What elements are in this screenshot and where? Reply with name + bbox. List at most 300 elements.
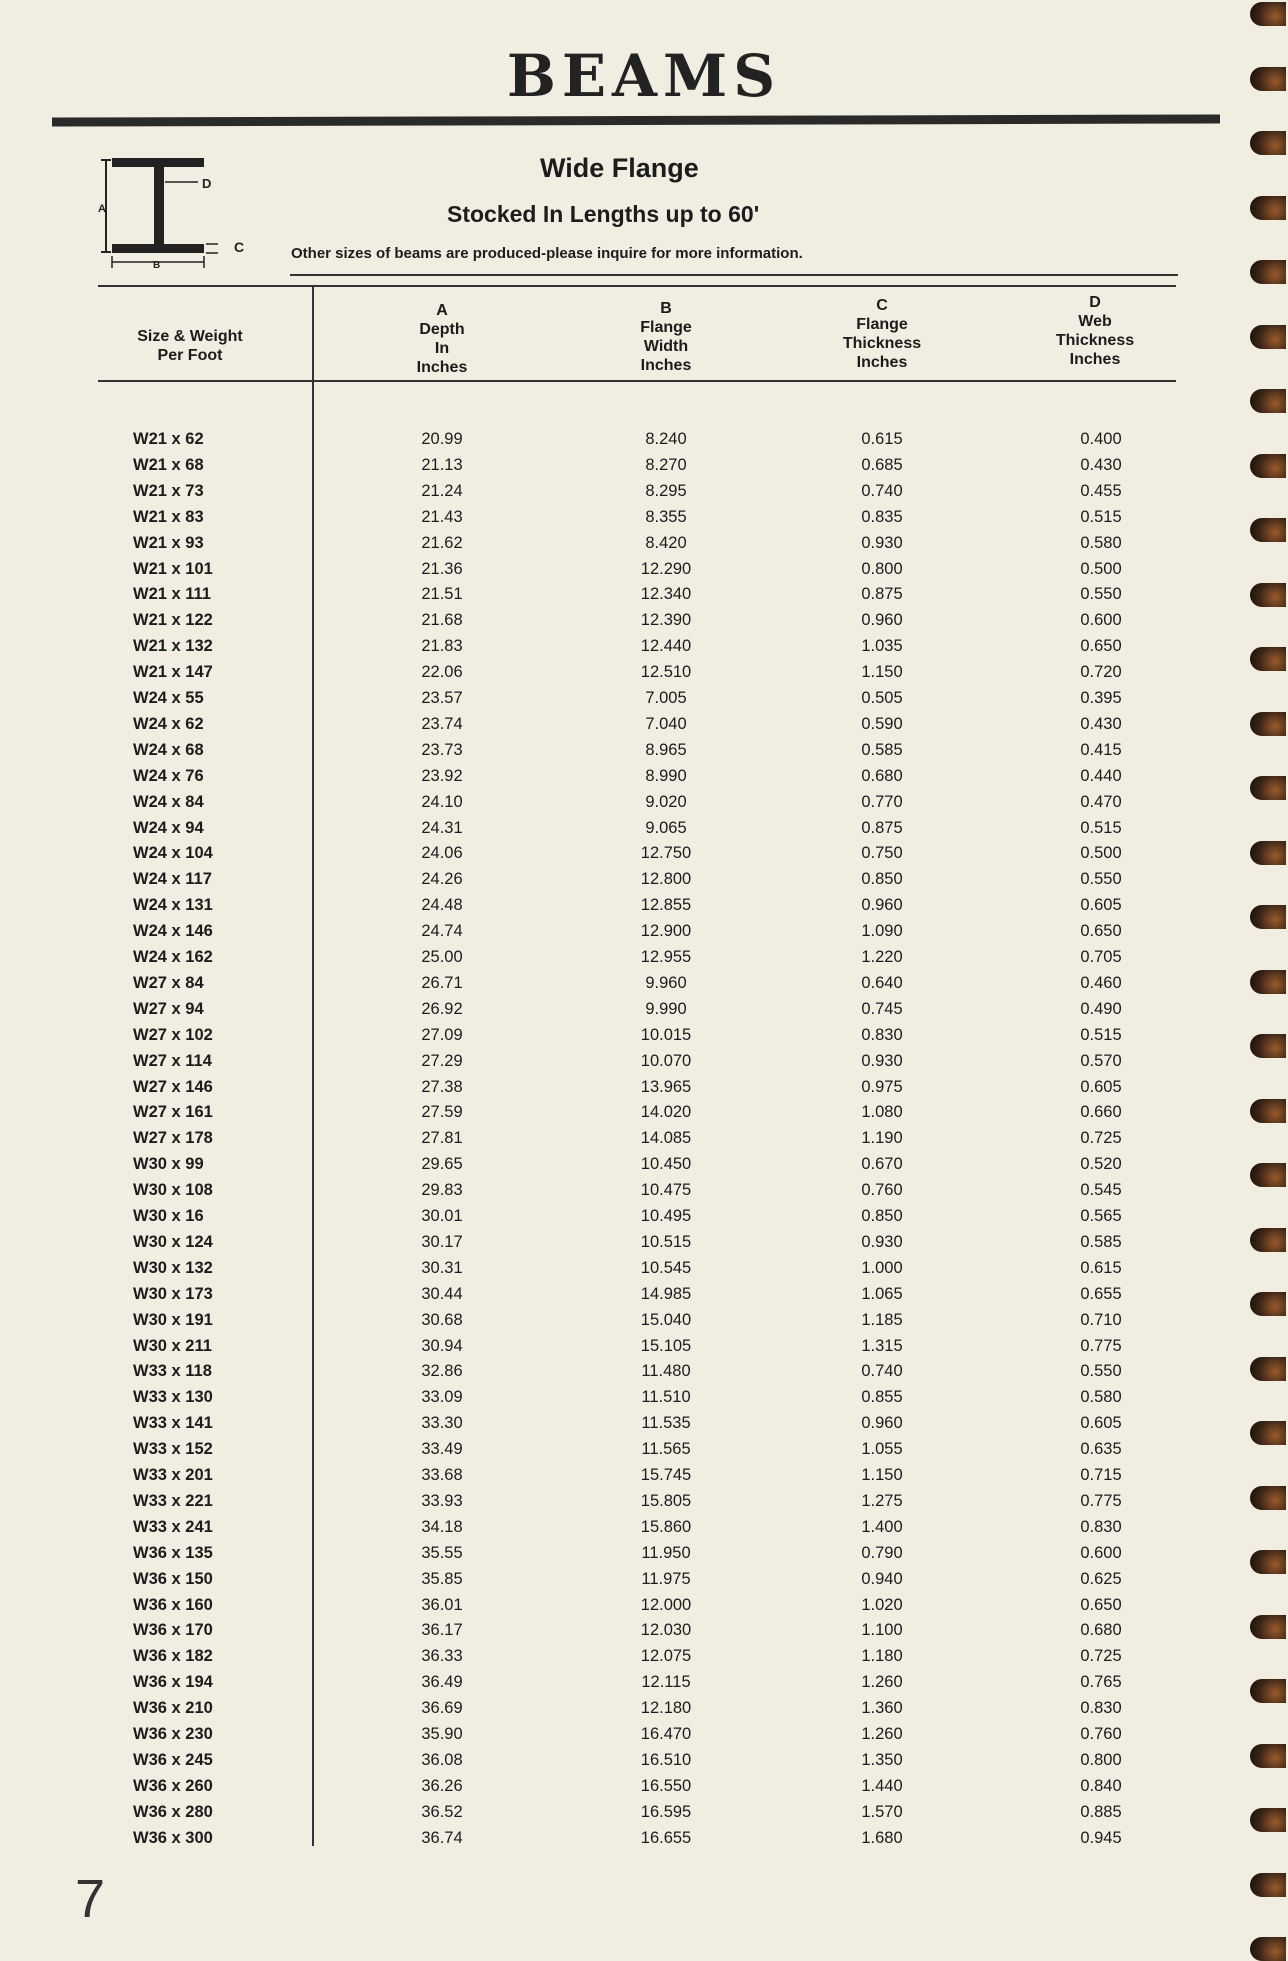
table-row	[0, 1233, 1288, 1259]
cell-size: W24 x 62	[133, 714, 204, 733]
cell-flange-thickness: 0.770	[861, 792, 903, 811]
cell-web-thickness: 0.715	[1080, 1466, 1122, 1484]
cell-flange-width: 9.960	[645, 973, 687, 992]
binding-ring	[1250, 454, 1286, 478]
header-web-thickness-line: Web	[1078, 313, 1112, 330]
cell-size: W36 x 280	[133, 1802, 213, 1821]
diagram-label-d: D	[202, 176, 212, 191]
cell-size: W33 x 141	[133, 1414, 213, 1433]
cell-flange-width: 15.745	[640, 1466, 692, 1484]
cell-web-thickness: 0.650	[1080, 637, 1122, 656]
cell-flange-thickness: 1.065	[861, 1284, 903, 1303]
table-row	[0, 1362, 1288, 1388]
binding-ring	[1250, 712, 1286, 736]
header-flange-width	[596, 299, 736, 375]
cell-size: W36 x 150	[133, 1569, 213, 1588]
cell-flange-width: 16.510	[640, 1750, 692, 1769]
cell-flange-width: 15.040	[640, 1310, 692, 1329]
subtitle: Wide Flange	[540, 153, 699, 183]
cell-flange-thickness: 0.585	[861, 740, 903, 759]
cell-flange-width: 12.800	[640, 870, 692, 889]
cell-depth: 33.49	[421, 1440, 463, 1459]
cell-flange-thickness: 1.360	[861, 1699, 903, 1718]
table-row	[0, 1699, 1288, 1725]
i-beam-icon	[98, 152, 258, 270]
cell-flange-thickness: 0.740	[861, 481, 903, 500]
table-row	[0, 948, 1288, 974]
cell-depth: 29.65	[421, 1155, 463, 1174]
cell-flange-thickness: 1.440	[861, 1776, 903, 1795]
table-row	[0, 1803, 1288, 1829]
cell-web-thickness: 0.490	[1080, 999, 1122, 1018]
cell-web-thickness: 0.545	[1080, 1181, 1122, 1200]
binding-ring	[1250, 67, 1286, 91]
cell-web-thickness: 0.650	[1080, 1595, 1122, 1614]
cell-size: W24 x 68	[133, 740, 204, 759]
binding-ring	[1250, 196, 1286, 220]
cell-flange-thickness: 0.960	[861, 611, 903, 630]
cell-depth: 27.81	[421, 1129, 463, 1148]
cell-size: W36 x 260	[133, 1776, 213, 1795]
cell-web-thickness: 0.550	[1080, 870, 1122, 889]
cell-depth: 21.24	[421, 481, 463, 500]
cell-flange-thickness: 0.680	[861, 766, 903, 785]
cell-web-thickness: 0.430	[1080, 714, 1122, 733]
cell-size: W21 x 73	[133, 481, 204, 500]
cell-web-thickness: 0.655	[1080, 1284, 1122, 1303]
cell-depth: 24.31	[421, 818, 463, 837]
table-row	[0, 1388, 1288, 1414]
cell-depth: 30.31	[421, 1258, 463, 1277]
cell-size: W36 x 170	[133, 1621, 213, 1640]
cell-web-thickness: 0.840	[1080, 1776, 1122, 1795]
cell-size: W27 x 102	[133, 1025, 213, 1044]
binding-ring	[1250, 647, 1286, 671]
header-flange-width-line: B	[660, 300, 672, 317]
binding-ring	[1250, 389, 1286, 413]
cell-flange-thickness: 0.685	[861, 455, 903, 474]
cell-depth: 36.08	[421, 1750, 463, 1769]
cell-flange-width: 11.565	[641, 1440, 691, 1459]
cell-depth: 30.17	[421, 1232, 463, 1251]
cell-flange-thickness: 1.275	[861, 1491, 903, 1510]
binding-ring	[1250, 325, 1286, 349]
cell-flange-width: 16.595	[640, 1802, 692, 1821]
cell-depth: 30.44	[421, 1284, 463, 1303]
cell-size: W33 x 241	[133, 1517, 213, 1536]
header-depth-line: Inches	[416, 359, 468, 376]
cell-size: W36 x 194	[133, 1673, 213, 1692]
table-row	[0, 560, 1288, 586]
cell-flange-thickness: 0.930	[861, 1051, 903, 1070]
cell-depth: 21.83	[421, 637, 463, 656]
cell-depth: 34.18	[421, 1517, 463, 1536]
cell-flange-width: 12.000	[640, 1595, 692, 1614]
cell-depth: 35.85	[421, 1569, 463, 1588]
cell-depth: 30.68	[421, 1310, 463, 1329]
header-flange-thickness-line: Flange	[856, 316, 908, 333]
cell-flange-thickness: 0.505	[861, 689, 903, 707]
cell-web-thickness: 0.830	[1080, 1699, 1122, 1718]
header-flange-width-line: Inches	[640, 357, 692, 374]
i-beam-diagram	[98, 152, 258, 270]
cell-size: W27 x 178	[133, 1129, 213, 1148]
cell-flange-width: 8.990	[645, 766, 687, 785]
cell-web-thickness: 0.550	[1080, 1362, 1122, 1381]
cell-flange-width: 10.545	[640, 1258, 692, 1277]
cell-flange-width: 10.475	[640, 1181, 692, 1200]
header-web-thickness-line: Thickness	[1055, 332, 1135, 349]
cell-flange-thickness: 1.680	[861, 1828, 903, 1847]
cell-flange-thickness: 0.960	[861, 896, 903, 915]
cell-size: W36 x 135	[133, 1543, 213, 1562]
cell-flange-width: 14.020	[640, 1103, 692, 1122]
cell-flange-width: 11.510	[641, 1388, 691, 1407]
cell-flange-width: 7.040	[645, 714, 687, 733]
cell-flange-thickness: 0.940	[861, 1569, 903, 1588]
cell-flange-thickness: 1.260	[861, 1725, 903, 1743]
table-row	[0, 767, 1288, 793]
cell-size: W30 x 173	[133, 1284, 213, 1303]
cell-depth: 23.74	[421, 714, 463, 733]
cell-flange-thickness: 0.930	[861, 1232, 903, 1251]
cell-web-thickness: 0.775	[1080, 1491, 1122, 1510]
cell-size: W36 x 230	[133, 1725, 213, 1743]
cell-flange-thickness: 1.080	[861, 1103, 903, 1122]
binding-ring	[1250, 1292, 1286, 1316]
table-row	[0, 1647, 1288, 1673]
cell-depth: 36.26	[421, 1776, 463, 1795]
table-row	[0, 1518, 1288, 1544]
cell-web-thickness: 0.660	[1080, 1103, 1122, 1122]
cell-size: W24 x 162	[133, 948, 213, 966]
cell-depth: 36.33	[421, 1647, 463, 1666]
table-row	[0, 534, 1288, 560]
title-rule	[52, 114, 1220, 126]
table-row	[0, 1207, 1288, 1233]
cell-size: W24 x 117	[133, 870, 212, 889]
cell-web-thickness: 0.580	[1080, 1388, 1122, 1407]
cell-flange-width: 13.965	[640, 1077, 692, 1096]
cell-flange-width: 12.290	[640, 559, 692, 578]
cell-flange-thickness: 0.590	[861, 714, 903, 733]
cell-flange-thickness: 1.220	[861, 948, 903, 966]
cell-size: W21 x 83	[133, 507, 204, 526]
cell-size: W27 x 84	[133, 973, 204, 992]
cell-depth: 33.09	[421, 1388, 463, 1407]
cell-flange-thickness: 1.180	[861, 1647, 903, 1666]
cell-flange-thickness: 0.670	[861, 1155, 903, 1174]
header-flange-thickness-line: Inches	[856, 354, 908, 371]
spiral-binding	[1238, 0, 1288, 1936]
cell-web-thickness: 0.635	[1080, 1440, 1122, 1459]
cell-flange-thickness: 0.850	[861, 1207, 903, 1225]
table-row	[0, 508, 1288, 534]
cell-flange-thickness: 0.760	[861, 1181, 903, 1200]
table-row	[0, 585, 1288, 611]
cell-depth: 20.99	[421, 430, 463, 448]
cell-depth: 36.52	[421, 1802, 463, 1821]
cell-flange-thickness: 0.850	[861, 870, 903, 889]
table-row	[0, 1103, 1288, 1129]
cell-web-thickness: 0.600	[1080, 611, 1122, 630]
cell-web-thickness: 0.775	[1080, 1336, 1122, 1355]
cell-web-thickness: 0.760	[1080, 1725, 1122, 1743]
header-depth	[372, 301, 512, 377]
cell-size: W24 x 76	[133, 766, 204, 785]
cell-size: W33 x 201	[133, 1466, 213, 1484]
cell-size: W33 x 130	[133, 1388, 213, 1407]
binding-ring	[1250, 970, 1286, 994]
cell-flange-width: 12.030	[640, 1621, 692, 1640]
stock-note: Stocked In Lengths up to 60'	[447, 201, 760, 227]
cell-web-thickness: 0.725	[1080, 1129, 1122, 1148]
cell-size: W30 x 99	[133, 1155, 204, 1174]
cell-depth: 32.86	[421, 1362, 463, 1381]
table-row	[0, 741, 1288, 767]
cell-size: W36 x 210	[133, 1699, 213, 1718]
cell-web-thickness: 0.945	[1080, 1828, 1122, 1847]
cell-flange-thickness: 1.020	[861, 1595, 903, 1614]
cell-web-thickness: 0.500	[1080, 844, 1122, 863]
cell-web-thickness: 0.570	[1080, 1051, 1122, 1070]
cell-web-thickness: 0.395	[1080, 689, 1122, 707]
cell-web-thickness: 0.515	[1080, 1025, 1122, 1044]
header-size	[110, 327, 270, 365]
cell-flange-thickness: 0.960	[861, 1414, 903, 1433]
cell-size: W36 x 182	[133, 1647, 213, 1666]
cell-flange-thickness: 1.185	[861, 1310, 903, 1329]
cell-flange-thickness: 0.930	[861, 533, 903, 552]
header-bottom-rule	[98, 380, 1176, 382]
table-row	[0, 1596, 1288, 1622]
cell-depth: 21.43	[421, 507, 463, 526]
cell-size: W21 x 122	[133, 611, 213, 630]
cell-depth: 35.55	[421, 1543, 463, 1562]
cell-size: W30 x 16	[133, 1207, 204, 1225]
cell-size: W27 x 94	[133, 999, 204, 1018]
table-row	[0, 715, 1288, 741]
cell-web-thickness: 0.400	[1080, 430, 1122, 448]
cell-flange-width: 10.515	[640, 1232, 692, 1251]
cell-depth: 26.92	[421, 999, 463, 1018]
cell-size: W24 x 84	[133, 792, 204, 811]
cell-web-thickness: 0.580	[1080, 533, 1122, 552]
cell-web-thickness: 0.615	[1080, 1258, 1122, 1277]
cell-size: W30 x 124	[133, 1232, 213, 1251]
cell-flange-width: 11.535	[641, 1414, 691, 1433]
cell-flange-width: 9.990	[645, 999, 687, 1018]
cell-web-thickness: 0.520	[1080, 1155, 1122, 1174]
inquiry-note: Other sizes of beams are produced-please inquire for more information.	[291, 245, 803, 262]
cell-flange-width: 10.015	[640, 1025, 692, 1044]
cell-web-thickness: 0.705	[1080, 948, 1122, 966]
cell-depth: 24.06	[421, 844, 463, 863]
cell-depth: 22.06	[421, 663, 463, 682]
cell-depth: 33.30	[421, 1414, 463, 1433]
cell-web-thickness: 0.625	[1080, 1569, 1122, 1588]
cell-size: W21 x 111	[133, 585, 211, 604]
header-top-rule	[98, 285, 1176, 287]
cell-size: W30 x 132	[133, 1258, 213, 1277]
cell-depth: 27.38	[421, 1077, 463, 1096]
table-row	[0, 1181, 1288, 1207]
cell-web-thickness: 0.550	[1080, 585, 1122, 604]
binding-ring	[1250, 1421, 1286, 1445]
binding-ring	[1250, 1357, 1286, 1381]
cell-web-thickness: 0.605	[1080, 1077, 1122, 1096]
binding-ring	[1250, 905, 1286, 929]
cell-depth: 30.01	[421, 1207, 463, 1225]
cell-depth: 35.90	[421, 1725, 463, 1743]
cell-size: W30 x 191	[133, 1310, 213, 1329]
table-row	[0, 1466, 1288, 1492]
cell-flange-width: 12.340	[640, 585, 692, 604]
table-row	[0, 819, 1288, 845]
diagram-label-c: C	[234, 239, 245, 255]
cell-flange-thickness: 1.150	[861, 663, 903, 682]
cell-depth: 23.73	[421, 740, 463, 759]
cell-depth: 29.83	[421, 1181, 463, 1200]
binding-ring	[1250, 1486, 1286, 1510]
binding-ring	[1250, 1873, 1286, 1897]
cell-web-thickness: 0.460	[1080, 973, 1122, 992]
cell-flange-thickness: 0.790	[861, 1543, 903, 1562]
cell-size: W27 x 146	[133, 1077, 213, 1096]
cell-web-thickness: 0.605	[1080, 896, 1122, 915]
table-row	[0, 482, 1288, 508]
cell-depth: 23.92	[421, 766, 463, 785]
cell-flange-thickness: 1.100	[861, 1621, 903, 1640]
binding-ring	[1250, 1163, 1286, 1187]
cell-web-thickness: 0.515	[1080, 507, 1122, 526]
table-row	[0, 974, 1288, 1000]
table-row	[0, 1777, 1288, 1803]
cell-flange-width: 12.180	[640, 1699, 692, 1718]
header-size-line: Size & Weight	[137, 328, 243, 345]
cell-depth: 21.13	[421, 455, 463, 474]
header-depth-line: A	[436, 302, 448, 319]
page-title: BEAMS	[506, 42, 782, 110]
binding-ring	[1250, 1744, 1286, 1768]
cell-flange-thickness: 1.350	[861, 1750, 903, 1769]
cell-flange-width: 14.985	[640, 1284, 692, 1303]
cell-web-thickness: 0.455	[1080, 481, 1122, 500]
cell-flange-width: 8.420	[645, 533, 687, 552]
table-row	[0, 793, 1288, 819]
cell-flange-thickness: 0.855	[861, 1388, 903, 1407]
table-row	[0, 1725, 1288, 1751]
cell-depth: 26.71	[421, 973, 463, 992]
cell-size: W21 x 62	[133, 430, 204, 448]
cell-flange-thickness: 0.750	[861, 844, 903, 863]
cell-flange-thickness: 0.640	[861, 973, 903, 992]
binding-ring	[1250, 1228, 1286, 1252]
cell-depth: 21.51	[421, 585, 463, 604]
table-row	[0, 1259, 1288, 1285]
binding-ring	[1250, 1550, 1286, 1574]
cell-flange-width: 8.295	[645, 481, 687, 500]
table-row	[0, 1621, 1288, 1647]
cell-depth: 36.74	[421, 1828, 463, 1847]
cell-flange-thickness: 0.615	[861, 430, 903, 448]
cell-flange-thickness: 1.035	[861, 637, 903, 656]
table-row	[0, 1544, 1288, 1570]
header-size-line: Per Foot	[157, 347, 223, 364]
cell-flange-width: 12.900	[640, 922, 692, 941]
cell-flange-thickness: 0.835	[861, 507, 903, 526]
cell-depth: 36.49	[421, 1673, 463, 1692]
cell-web-thickness: 0.600	[1080, 1543, 1122, 1562]
cell-flange-width: 8.965	[645, 740, 687, 759]
cell-flange-width: 16.655	[640, 1828, 692, 1847]
cell-flange-thickness: 0.875	[861, 585, 903, 604]
cell-depth: 21.68	[421, 611, 463, 630]
cell-size: W36 x 160	[133, 1595, 213, 1614]
cell-web-thickness: 0.500	[1080, 559, 1122, 578]
cell-flange-thickness: 0.830	[861, 1025, 903, 1044]
cell-size: W36 x 245	[133, 1750, 213, 1769]
cell-flange-width: 15.805	[640, 1491, 692, 1510]
binding-ring	[1250, 583, 1286, 607]
cell-web-thickness: 0.830	[1080, 1517, 1122, 1536]
cell-web-thickness: 0.470	[1080, 792, 1122, 811]
cell-flange-thickness: 0.740	[861, 1362, 903, 1381]
cell-depth: 27.09	[421, 1025, 463, 1044]
cell-size: W27 x 161	[133, 1103, 213, 1122]
table-row	[0, 1155, 1288, 1181]
table-row	[0, 430, 1288, 456]
cell-flange-thickness: 1.260	[861, 1673, 903, 1692]
cell-depth: 21.62	[421, 533, 463, 552]
cell-size: W33 x 118	[133, 1362, 212, 1381]
cell-flange-width: 10.450	[640, 1155, 692, 1174]
binding-ring	[1250, 1099, 1286, 1123]
cell-web-thickness: 0.885	[1080, 1802, 1122, 1821]
cell-size: W33 x 152	[133, 1440, 213, 1459]
table-row	[0, 1000, 1288, 1026]
cell-depth: 24.74	[421, 922, 463, 941]
binding-ring	[1250, 1937, 1286, 1961]
cell-size: W33 x 221	[133, 1491, 213, 1510]
binding-ring	[1250, 518, 1286, 542]
cell-flange-thickness: 1.000	[861, 1258, 903, 1277]
cell-flange-width: 9.020	[645, 792, 687, 811]
header-web-thickness-line: D	[1089, 294, 1101, 311]
cell-web-thickness: 0.650	[1080, 922, 1122, 941]
cell-flange-width: 9.065	[645, 818, 687, 837]
cell-depth: 36.01	[421, 1595, 463, 1614]
binding-ring	[1250, 1808, 1286, 1832]
cell-size: W24 x 146	[133, 922, 213, 941]
cell-depth: 21.36	[421, 559, 463, 578]
table-row	[0, 1311, 1288, 1337]
cell-size: W30 x 211	[133, 1336, 212, 1355]
table-row	[0, 1078, 1288, 1104]
cell-flange-width: 14.085	[640, 1129, 692, 1148]
cell-flange-width: 12.390	[640, 611, 692, 630]
table-row	[0, 1052, 1288, 1078]
cell-flange-thickness: 1.090	[861, 922, 903, 941]
binding-ring	[1250, 1615, 1286, 1639]
table-row	[0, 1673, 1288, 1699]
table-row	[0, 844, 1288, 870]
table-row	[0, 1829, 1288, 1855]
table-row	[0, 1414, 1288, 1440]
cell-depth: 24.26	[421, 870, 463, 889]
cell-size: W21 x 147	[133, 663, 213, 682]
cell-flange-width: 12.115	[641, 1673, 691, 1692]
